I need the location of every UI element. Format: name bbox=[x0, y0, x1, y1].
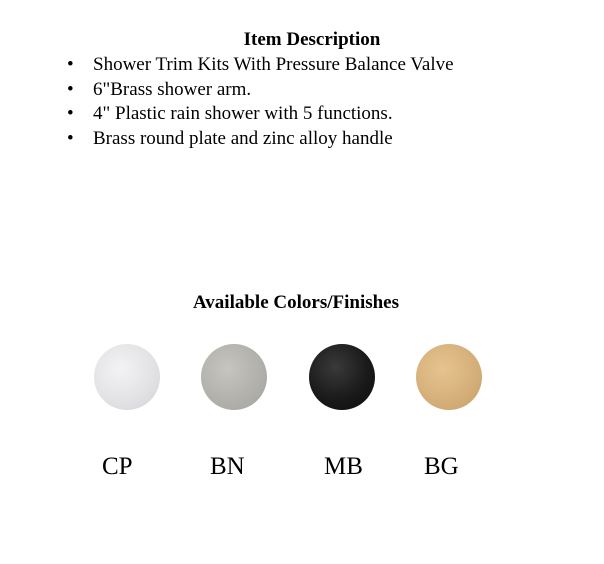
color-swatch-cp bbox=[94, 344, 160, 410]
color-swatch-bn bbox=[201, 344, 267, 410]
list-item-text: 6"Brass shower arm. bbox=[93, 78, 252, 100]
colors-finishes-heading: Available Colors/Finishes bbox=[192, 292, 400, 313]
color-swatch-bg bbox=[416, 344, 482, 410]
bullet-icon: • bbox=[67, 127, 74, 149]
bullet-icon: • bbox=[67, 78, 74, 100]
finish-code-mb: MB bbox=[324, 453, 363, 480]
list-item bbox=[64, 53, 454, 78]
list-item-text: 4" Plastic rain shower with 5 functions. bbox=[93, 103, 393, 124]
item-description-list bbox=[64, 53, 454, 151]
list-item-text: Shower Trim Kits With Pressure Balance Valve bbox=[93, 54, 454, 75]
list-item bbox=[64, 102, 454, 127]
finish-code-bn: BN bbox=[210, 453, 245, 480]
finish-code-cp: CP bbox=[102, 453, 133, 480]
color-swatch-mb bbox=[309, 344, 375, 410]
list-item bbox=[64, 78, 454, 103]
bullet-icon: • bbox=[67, 103, 74, 124]
bullet-icon: • bbox=[67, 54, 74, 75]
list-item bbox=[64, 127, 454, 152]
item-description-heading: Item Description bbox=[243, 29, 381, 50]
list-item-text: Brass round plate and zinc alloy handle bbox=[93, 127, 393, 149]
finish-code-bg: BG bbox=[424, 453, 459, 480]
